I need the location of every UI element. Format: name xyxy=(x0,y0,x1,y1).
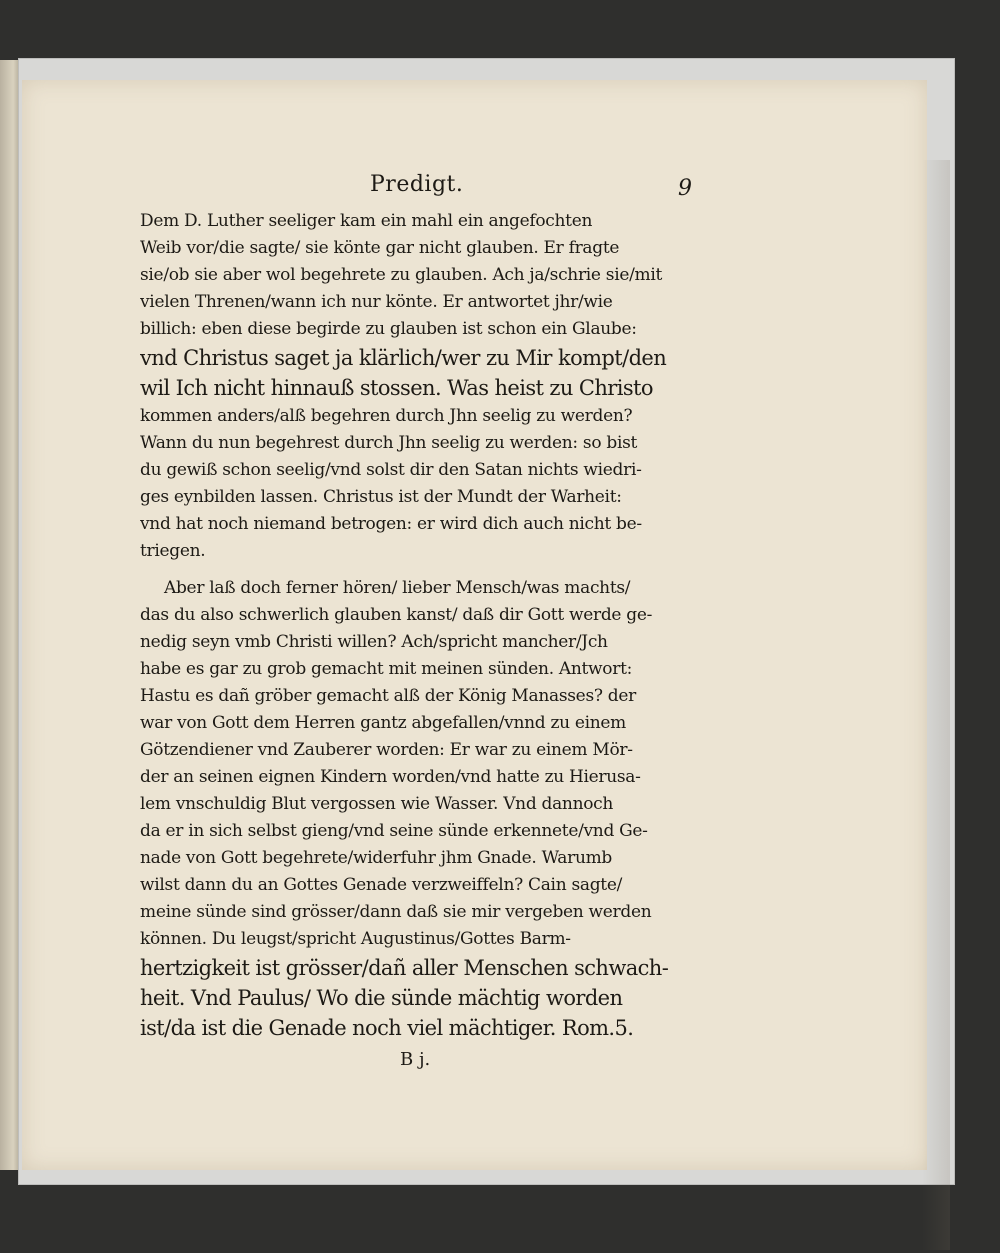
text-line: da er in sich selbst gieng/vnd seine sünde erkennete/vnd Ge- xyxy=(140,821,648,841)
text-line: vnd Christus saget ja klärlich/wer zu Mir kompt/den xyxy=(140,346,667,370)
text-line: Weib vor/die sagte/ sie könte gar nicht glauben. Er fragte xyxy=(140,238,620,258)
text-line: hertzigkeit ist grösser/dañ aller Menschen schwach- xyxy=(140,956,669,980)
text-line: wilst dann du an Gottes Genade verzweiffeln? Cain sagte/ xyxy=(140,875,623,895)
text-line: können. Du leugst/spricht Augustinus/Gottes Barm- xyxy=(140,929,571,949)
text-line: heit. Vnd Paulus/ Wo die sünde mächtig worden xyxy=(140,986,623,1010)
signature-mark: B j. xyxy=(400,1049,431,1070)
text-line: Götzendiener vnd Zauberer worden: Er war zu einem Mör- xyxy=(140,740,633,760)
text-line: Wann du nun begehrest durch Jhn seelig zu werden: so bist xyxy=(140,433,638,453)
body-text xyxy=(140,208,700,1043)
page-edge-shadow xyxy=(922,160,950,1250)
text-line: nade von Gott begehrete/widerfuhr jhm Gnade. Warumb xyxy=(140,848,612,868)
page-text-block xyxy=(140,172,700,1073)
running-head xyxy=(140,172,700,208)
page-number: 9 xyxy=(678,176,692,201)
text-line: der an seinen eignen Kindern worden/vnd hatte zu Hierusa- xyxy=(140,767,641,787)
text-line: sie/ob sie aber wol begehrete zu glauben. Ach ja/schrie sie/mit xyxy=(140,265,663,285)
text-line: kommen anders/alß begehren durch Jhn seelig zu werden? xyxy=(140,406,633,426)
text-line: Hastu es dañ gröber gemacht alß der König Manasses? der xyxy=(140,686,636,706)
text-line: Dem D. Luther seeliger kam ein mahl ein angefochten xyxy=(140,211,593,231)
text-line: lem vnschuldig Blut vergossen wie Wasser. Vnd dannoch xyxy=(140,794,614,814)
book-page xyxy=(22,80,927,1170)
running-head-title: Predigt. xyxy=(370,172,464,197)
text-line: war von Gott dem Herren gantz abgefallen/vnnd zu einem xyxy=(140,713,626,733)
paragraph-gap xyxy=(140,565,700,575)
text-line: nedig seyn vmb Christi willen? Ach/spricht mancher/Jch xyxy=(140,632,608,652)
text-line: ist/da ist die Genade noch viel mächtiger. Rom.5. xyxy=(140,1016,634,1040)
text-line: du gewiß schon seelig/vnd solst dir den Satan nichts wiedri- xyxy=(140,460,642,480)
text-line: vielen Threnen/wann ich nur könte. Er antwortet jhr/wie xyxy=(140,292,613,312)
text-line: wil Ich nicht hinnauß stossen. Was heist zu Christo xyxy=(140,376,653,400)
text-line: das du also schwerlich glauben kanst/ daß dir Gott werde ge- xyxy=(140,605,653,625)
text-line: triegen. xyxy=(140,541,206,561)
text-line: habe es gar zu grob gemacht mit meinen sünden. Antwort: xyxy=(140,659,633,679)
text-line: meine sünde sind grösser/dann daß sie mir vergeben werden xyxy=(140,902,652,922)
text-line: vnd hat noch niemand betrogen: er wird dich auch nicht be- xyxy=(140,514,642,534)
text-line: billich: eben diese begirde zu glauben ist schon ein Glaube: xyxy=(140,319,637,339)
text-line: ges eynbilden lassen. Christus ist der Mundt der Warheit: xyxy=(140,487,622,507)
text-line: Aber laß doch ferner hören/ lieber Mensch/was machts/ xyxy=(164,578,631,598)
